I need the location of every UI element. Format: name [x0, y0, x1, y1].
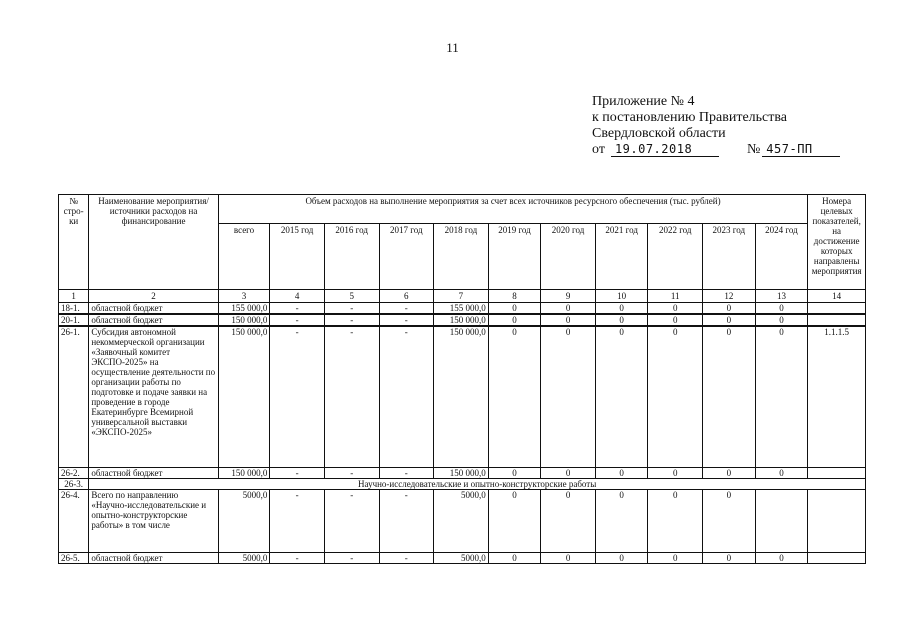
table-row: [59, 553, 866, 564]
cell-2021: 0: [595, 468, 648, 479]
row-number: 26-2.: [59, 468, 89, 479]
cell-2024: 0: [755, 468, 808, 479]
cell-2020: 0: [541, 303, 596, 315]
resolution-number: 457-ПП: [762, 142, 840, 157]
appendix-block: [592, 94, 840, 158]
header-year: 2020 год: [541, 224, 596, 290]
cell-2016: -: [324, 553, 379, 564]
cell-2017: -: [379, 468, 434, 479]
row-number: 20-1.: [59, 314, 89, 326]
cell-2017: -: [379, 314, 434, 326]
cell-2015: -: [270, 553, 325, 564]
cell-total: 5000,0: [218, 490, 270, 553]
cell-total: 5000,0: [218, 553, 270, 564]
row-number: 26-3.: [59, 479, 89, 490]
column-number: 12: [703, 290, 756, 303]
cell-2017: -: [379, 303, 434, 315]
cell-2018: 155 000,0: [434, 303, 489, 315]
header-expenses: Объем расходов на выполнение мероприятия за счет всех источников ресурсного обеспечения (тыс. рублей): [218, 195, 808, 224]
column-number: 6: [379, 290, 434, 303]
column-number: 7: [434, 290, 489, 303]
cell-total: 155 000,0: [218, 303, 270, 315]
cell-2016: -: [324, 314, 379, 326]
cell-2023: 0: [703, 314, 756, 326]
appendix-date-line: [592, 142, 840, 158]
appendix-title: Приложение № 4: [592, 94, 695, 109]
header-year: 2017 год: [379, 224, 434, 290]
cell-2018: 150 000,0: [434, 326, 489, 468]
column-number: 11: [648, 290, 703, 303]
column-number: 4: [270, 290, 325, 303]
budget-table: [58, 194, 866, 564]
table-row: [59, 468, 866, 479]
column-number: 8: [488, 290, 541, 303]
row-name: областной бюджет: [89, 303, 218, 315]
page-number: 11: [446, 40, 459, 55]
cell-2020: 0: [541, 553, 596, 564]
cell-total: 150 000,0: [218, 468, 270, 479]
cell-2015: -: [270, 314, 325, 326]
row-name: Субсидия автономной некоммерческой организации «Заявочный комитет ЭКСПО-2025» на осуществление деятельности по организации работы по подготовке и подаче заявки на проведение в городе Екатеринбурге Всемирной универсальной выставки «ЭКСПО-2025»: [89, 326, 218, 468]
header-name: Наименование мероприятия/ источники расходов на финансирование: [89, 195, 218, 290]
appendix-resolution: к постановлению Правительства: [592, 110, 788, 125]
cell-2018: 5000,0: [434, 553, 489, 564]
cell-2021: 0: [595, 303, 648, 315]
cell-2024: 0: [755, 314, 808, 326]
cell-2019: 0: [488, 314, 541, 326]
cell-2024: 0: [755, 303, 808, 315]
cell-2016: -: [324, 468, 379, 479]
cell-indicators: [808, 303, 866, 315]
date-prefix: от: [592, 142, 605, 157]
cell-2016: -: [324, 303, 379, 315]
column-number: 5: [324, 290, 379, 303]
column-number: 14: [808, 290, 866, 303]
row-name: областной бюджет: [89, 553, 218, 564]
cell-2018: 5000,0: [434, 490, 489, 553]
cell-2023: 0: [703, 468, 756, 479]
cell-2020: 0: [541, 468, 596, 479]
cell-2021: 0: [595, 326, 648, 468]
cell-2019: 0: [488, 468, 541, 479]
cell-2024: [755, 490, 808, 553]
cell-2022: 0: [648, 490, 703, 553]
appendix-region: Свердловской области: [592, 126, 726, 141]
cell-2018: 150 000,0: [434, 468, 489, 479]
cell-2019: 0: [488, 490, 541, 553]
cell-2020: 0: [541, 490, 596, 553]
cell-2015: -: [270, 490, 325, 553]
cell-2016: -: [324, 490, 379, 553]
resolution-date: 19.07.2018: [611, 142, 719, 157]
cell-indicators: 1.1.1.5: [808, 326, 866, 468]
row-number: 26-1.: [59, 326, 89, 468]
cell-2023: 0: [703, 326, 756, 468]
column-number: 1: [59, 290, 89, 303]
cell-2016: -: [324, 326, 379, 468]
cell-total: 150 000,0: [218, 326, 270, 468]
section-title: Научно-исследовательские и опытно-конструкторские работы: [89, 479, 866, 490]
cell-2021: 0: [595, 553, 648, 564]
cell-2015: -: [270, 303, 325, 315]
cell-indicators: [808, 490, 866, 553]
row-name: областной бюджет: [89, 314, 218, 326]
column-number: 3: [218, 290, 270, 303]
cell-2017: -: [379, 490, 434, 553]
cell-2017: -: [379, 326, 434, 468]
cell-2022: 0: [648, 326, 703, 468]
cell-2022: 0: [648, 553, 703, 564]
column-number: 2: [89, 290, 218, 303]
header-indicators: Номера целевых показателей, на достижение которых направлены мероприятия: [808, 195, 866, 290]
table-row: [59, 314, 866, 326]
cell-2021: 0: [595, 490, 648, 553]
column-number: 9: [541, 290, 596, 303]
header-year: 2019 год: [488, 224, 541, 290]
cell-2017: -: [379, 553, 434, 564]
table-row: [59, 490, 866, 553]
cell-2015: -: [270, 326, 325, 468]
cell-2022: 0: [648, 303, 703, 315]
row-name: Всего по направлению «Научно-исследовательские и опытно-конструкторские работы» в том числе: [89, 490, 218, 553]
header-year: 2018 год: [434, 224, 489, 290]
cell-2024: 0: [755, 326, 808, 468]
header-year: 2015 год: [270, 224, 325, 290]
cell-2019: 0: [488, 326, 541, 468]
cell-2023: 0: [703, 553, 756, 564]
row-number: 26-5.: [59, 553, 89, 564]
column-number-row: [59, 290, 866, 303]
cell-2020: 0: [541, 326, 596, 468]
header-row-no: № стро-ки: [59, 195, 89, 290]
header-year: 2024 год: [755, 224, 808, 290]
cell-2023: 0: [703, 490, 756, 553]
cell-2021: 0: [595, 314, 648, 326]
cell-total: 150 000,0: [218, 314, 270, 326]
cell-2018: 150 000,0: [434, 314, 489, 326]
row-number: 18-1.: [59, 303, 89, 315]
cell-2020: 0: [541, 314, 596, 326]
cell-2022: 0: [648, 314, 703, 326]
header-year: 2023 год: [703, 224, 756, 290]
cell-indicators: [808, 553, 866, 564]
row-number: 26-4.: [59, 490, 89, 553]
header-year: 2016 год: [324, 224, 379, 290]
number-prefix: №: [746, 142, 761, 157]
cell-indicators: [808, 314, 866, 326]
cell-2019: 0: [488, 303, 541, 315]
column-number: 13: [755, 290, 808, 303]
section-row: [59, 479, 866, 490]
header-total: всего: [218, 224, 270, 290]
row-name: областной бюджет: [89, 468, 218, 479]
table-row: [59, 303, 866, 315]
column-number: 10: [595, 290, 648, 303]
header-year: 2021 год: [595, 224, 648, 290]
cell-2015: -: [270, 468, 325, 479]
cell-2024: 0: [755, 553, 808, 564]
cell-2019: 0: [488, 553, 541, 564]
header-year: 2022 год: [648, 224, 703, 290]
cell-2022: 0: [648, 468, 703, 479]
table-row: [59, 326, 866, 468]
cell-2023: 0: [703, 303, 756, 315]
cell-indicators: [808, 468, 866, 479]
